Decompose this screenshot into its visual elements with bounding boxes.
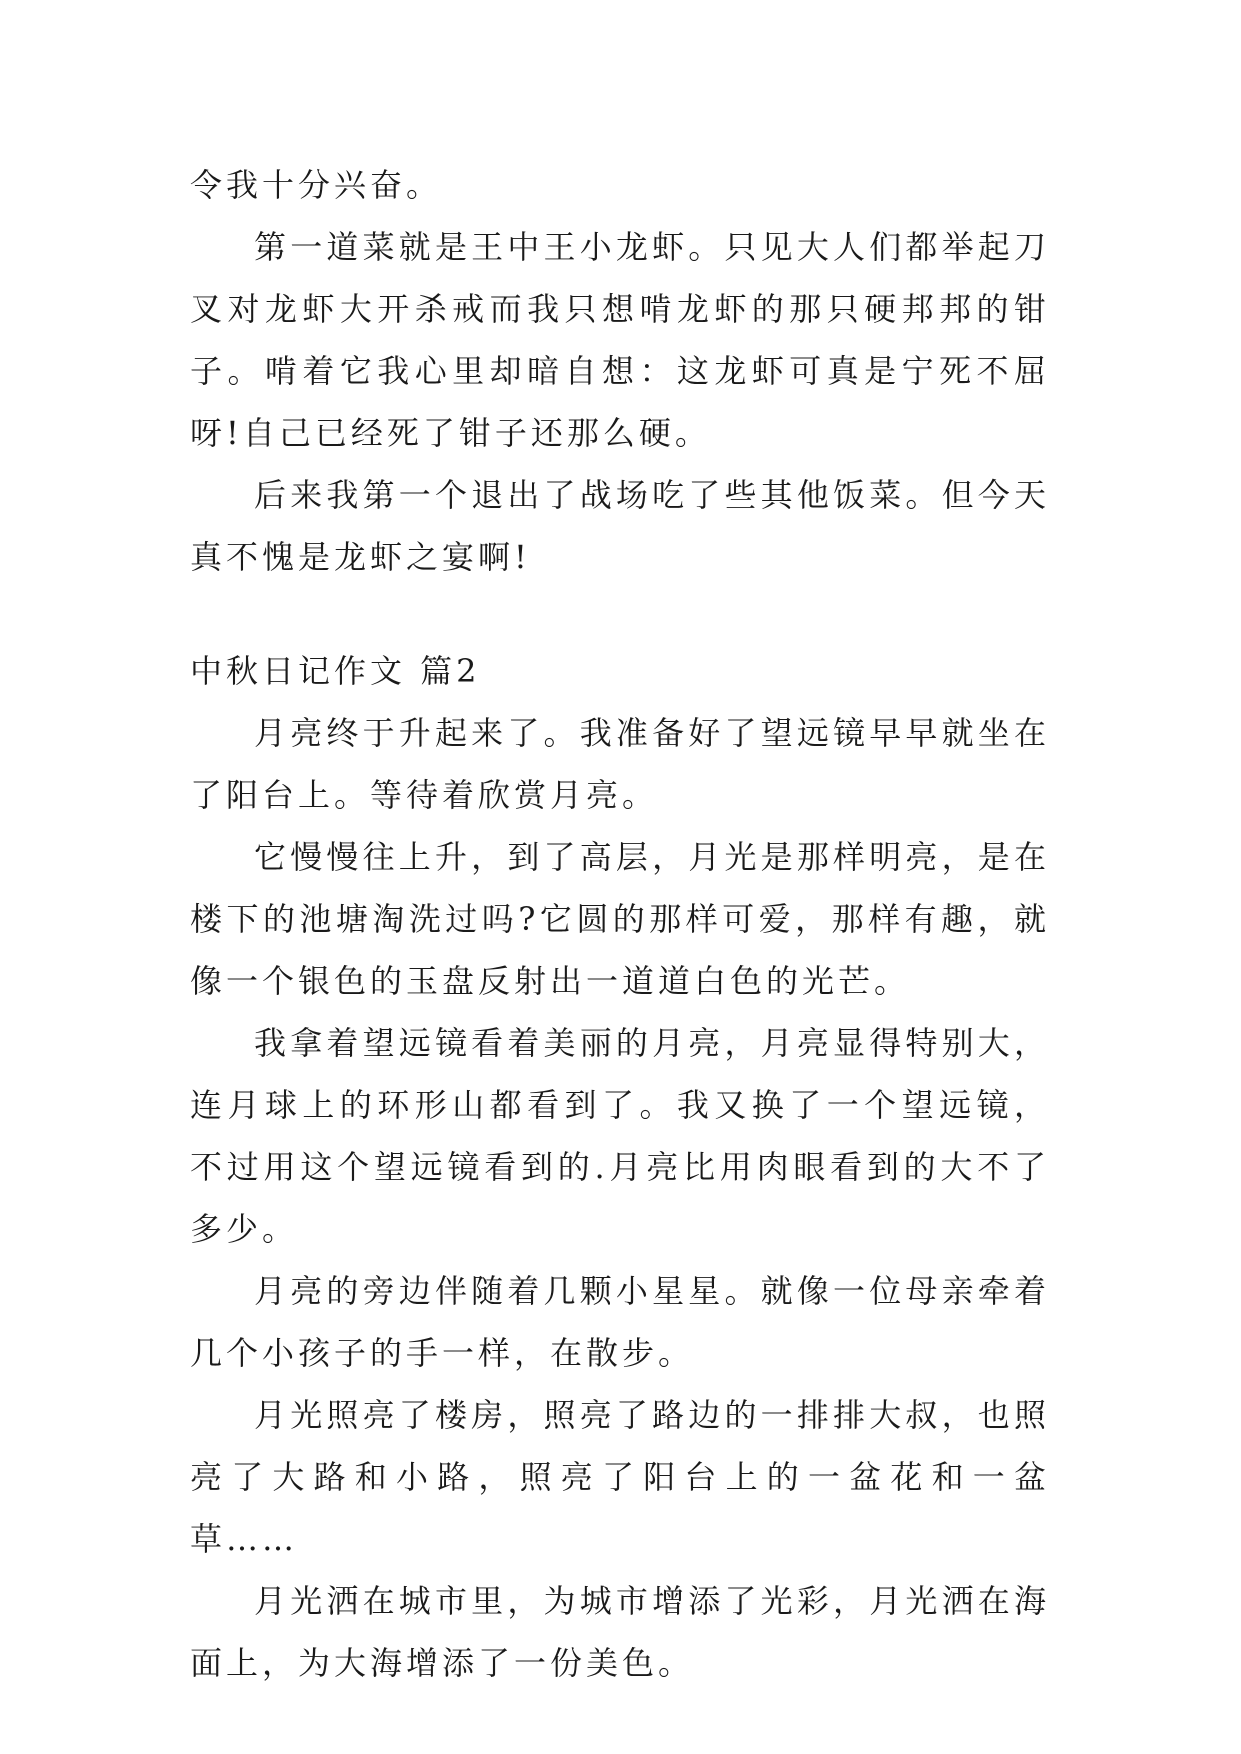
paragraph: 它慢慢往上升，到了高层，月光是那样明亮，是在楼下的池塘淘洗过吗?它圆的那样可爱，那样有趣，就像一个银色的玉盘反射出一道道白色的光芒。 — [190, 838, 1050, 1000]
paragraph: 月亮的旁边伴随着几颗小星星。就像一位母亲牵着几个小孩子的手一样，在散步。 — [190, 1272, 1050, 1372]
paragraph: 月亮终于升起来了。我准备好了望远镜早早就坐在了阳台上。等待着欣赏月亮。 — [190, 714, 1050, 814]
continued-line: 令我十分兴奋。 — [190, 166, 443, 204]
section-part2 — [190, 640, 1050, 1694]
paragraph: 月光照亮了楼房，照亮了路边的一排排大叔，也照亮了大路和小路，照亮了阳台上的一盆花和一盆草…… — [190, 1396, 1050, 1558]
paragraph: 我拿着望远镜看着美丽的月亮，月亮显得特别大，连月球上的环形山都看到了。我又换了一个望远镜，不过用这个望远镜看到的.月亮比用肉眼看到的大不了多少。 — [190, 1024, 1050, 1248]
section-heading: 中秋日记作文 篇2 — [190, 652, 481, 690]
document-body — [190, 154, 1050, 1694]
paragraph: 第一道菜就是王中王小龙虾。只见大人们都举起刀叉对龙虾大开杀戒而我只想啃龙虾的那只硬邦邦的钳子。啃着它我心里却暗自想：这龙虾可真是宁死不屈呀!自己已经死了钳子还那么硬。 — [190, 228, 1050, 452]
section-part1 — [190, 154, 1050, 588]
paragraph: 月光洒在城市里，为城市增添了光彩，月光洒在海面上，为大海增添了一份美色。 — [190, 1582, 1050, 1682]
paragraph: 后来我第一个退出了战场吃了些其他饭菜。但今天真不愧是龙虾之宴啊! — [190, 476, 1050, 576]
